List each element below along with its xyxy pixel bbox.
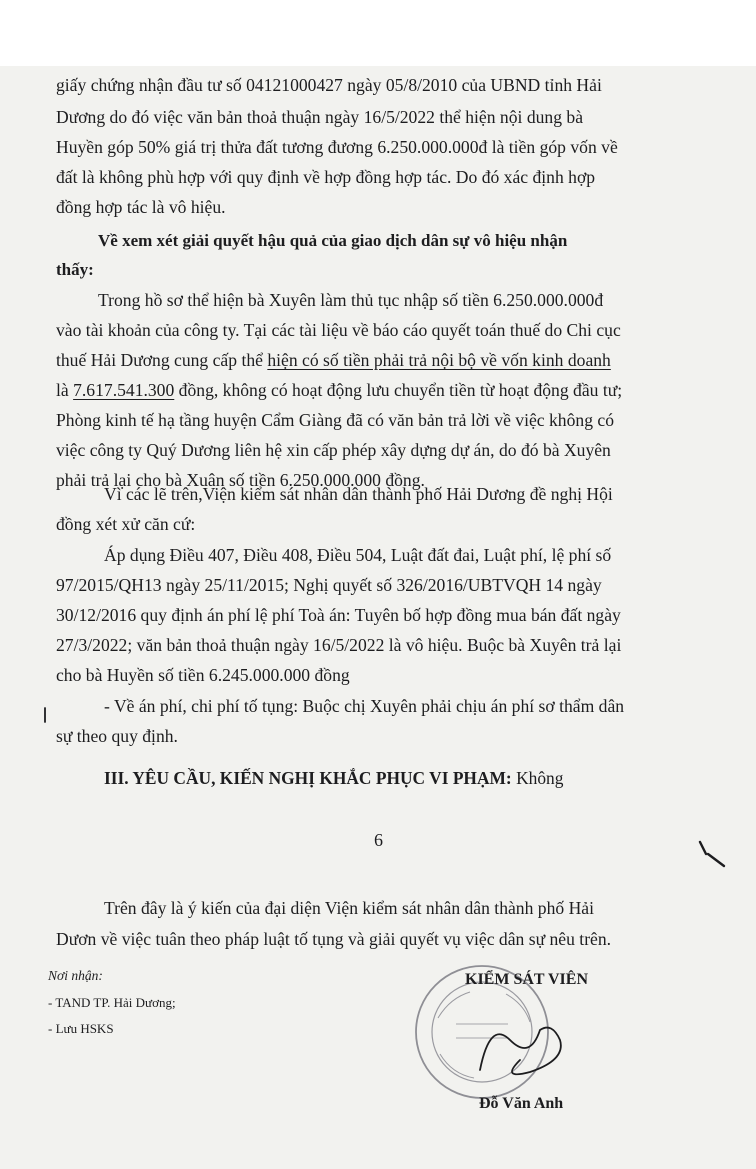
section3-heading: III. YÊU CẦU, KIẾN NGHỊ KHẮC PHỤC VI PHẠM: <box>104 768 512 788</box>
pen-mark-icon <box>694 838 734 872</box>
contract-line-5: đồng hợp tác là vô hiệu. <box>56 197 226 217</box>
top-margin-band <box>0 0 756 66</box>
records-line-3 <box>56 352 611 370</box>
apply-line-3: 30/12/2016 quy định án phí lệ phí Toà án: Tuyên bố hợp đồng mua bán đất ngày <box>56 605 621 625</box>
section3-value: Không <box>511 768 564 788</box>
recipients-title: Nơi nhận: <box>48 968 103 983</box>
closing-line-1: Trên đây là ý kiến của đại diện Viện kiểm sát nhân dân thành phố Hải <box>104 898 594 918</box>
records-line-4 <box>56 382 622 400</box>
apply-line-1: Áp dụng Điều 407, Điều 408, Điều 504, Luật đất đai, Luật phí, lệ phí số <box>104 545 612 565</box>
records-line-2: vào tài khoản của công ty. Tại các tài liệu về báo cáo quyết toán thuế do Chi cục <box>56 320 621 340</box>
records-line-1: Trong hồ sơ thể hiện bà Xuyên làm thủ tục nhập số tiền 6.250.000.000đ <box>98 290 604 310</box>
underlined-amount: 7.617.541.300 <box>73 380 175 400</box>
heading-consequence-line-2: thấy: <box>56 260 94 279</box>
contract-line-3: Huyền góp 50% giá trị thửa đất tương đương 6.250.000.000đ là tiền góp vốn về <box>56 137 618 157</box>
records-line-7: phải trả lại cho bà Xuân số tiền 6.250.000.000 đồng. <box>56 470 425 490</box>
records-line-6: việc công ty Quý Dương liên hệ xin cấp phép xây dựng dự án, do đó bà Xuyên <box>56 440 611 460</box>
records-line-4-post: đồng, không có hoạt động lưu chuyển tiền từ hoạt động đầu tư; <box>174 380 623 400</box>
reasons-real-2: đồng xét xử căn cứ: <box>56 514 196 534</box>
closing-line-2: Dươn về việc tuân theo pháp luật tố tụng và giải quyết vụ việc dân sự nêu trên. <box>56 929 612 949</box>
contract-line-2: Dương do đó việc văn bản thoả thuận ngày 16/5/2022 thể hiện nội dung bà <box>56 107 584 127</box>
records-line-4-pre: là <box>56 380 74 400</box>
section3-line <box>104 770 563 787</box>
contract-line-1: giấy chứng nhận đầu tư số 04121000427 ngày 05/8/2010 của UBND tỉnh Hải <box>56 75 602 95</box>
apply-line-4: 27/3/2022; văn bản thoả thuận ngày 16/5/2022 là vô hiệu. Buộc bà Xuyên trả lại <box>56 635 622 655</box>
signature-title: KIỂM SÁT VIÊN <box>465 971 588 988</box>
heading-consequence-line-1: Về xem xét giải quyết hậu quả của giao dịch dân sự vô hiệu nhận <box>98 231 568 250</box>
apply-line-2: 97/2015/QH13 ngày 25/11/2015; Nghị quyết số 326/2016/UBTVQH 14 ngày <box>56 575 602 595</box>
fees-line-2: sự theo quy định. <box>56 726 178 746</box>
signature-scribble-icon <box>470 1000 580 1090</box>
records-line-5: Phòng kinh tế hạ tầng huyện Cẩm Giàng đã có văn bản trả lời về việc không có <box>56 410 614 430</box>
underlined-capital-phrase: hiện có số tiền phải trả nội bộ về vốn kinh doanh <box>267 350 611 370</box>
margin-tick-icon <box>40 706 50 726</box>
contract-line-4: đất là không phù hợp với quy định về hợp đồng hợp tác. Do đó xác định hợp <box>56 167 596 187</box>
fees-line-1: - Về án phí, chi phí tố tụng: Buộc chị Xuyên phải chịu án phí sơ thẩm dân <box>104 696 625 716</box>
signature-name: Đỗ Văn Anh <box>479 1095 564 1112</box>
records-line-3-text: thuế Hải Dương cung cấp thể <box>56 350 268 370</box>
page-number: 6 <box>374 830 383 850</box>
reasons-real-1: Vì các lẽ trên,Viện kiểm sát nhân dân thành phố Hải Dương đề nghị Hội <box>104 484 613 504</box>
apply-line-5: cho bà Huyền số tiền 6.245.000.000 đồng <box>56 665 350 685</box>
recipient-2: - Lưu HSKS <box>48 1021 114 1036</box>
recipient-1: - TAND TP. Hải Dương; <box>48 995 176 1010</box>
